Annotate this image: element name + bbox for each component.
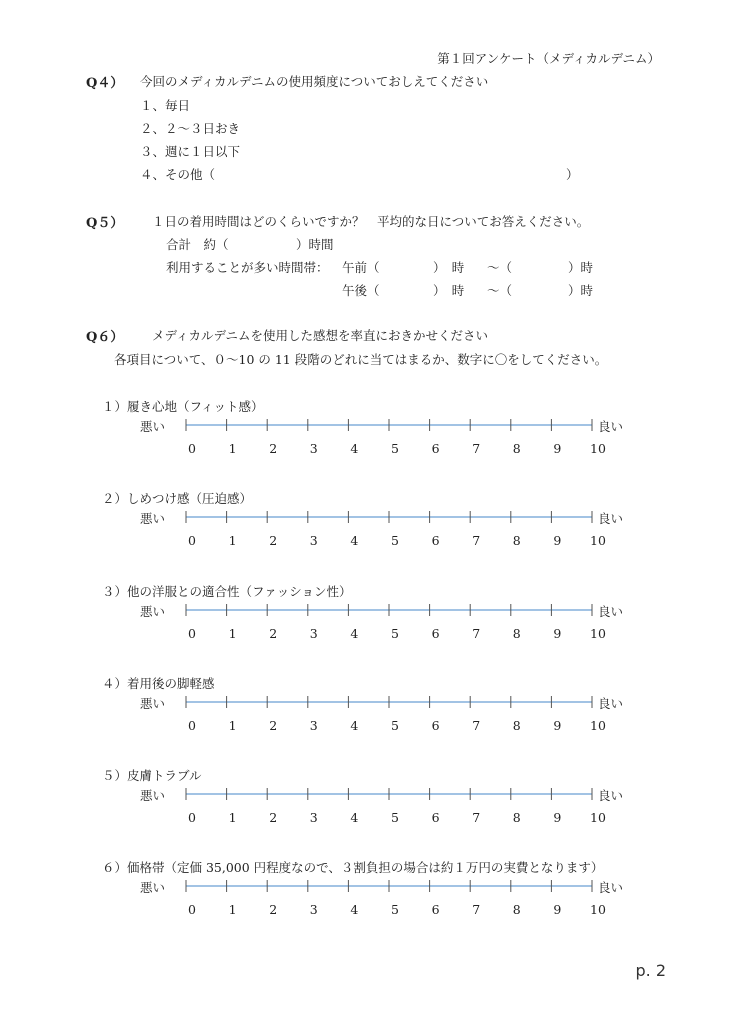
scale-number-8[interactable]: 8: [512, 810, 521, 825]
q4-option-4-close: ）: [566, 167, 579, 182]
scale-number-8[interactable]: 8: [512, 626, 521, 641]
scale-number-10[interactable]: 10: [590, 626, 606, 641]
scale-number-10[interactable]: 10: [590, 902, 606, 917]
page-number: p. 2: [635, 961, 666, 980]
scale-number-1[interactable]: 1: [228, 533, 237, 548]
q5-total-suffix: ）時間: [296, 237, 334, 252]
scale-number-4[interactable]: 4: [350, 810, 359, 825]
scale-number-8[interactable]: 8: [512, 718, 521, 733]
scale-number-3[interactable]: 3: [309, 902, 318, 917]
rating-item-title: ２）しめつけ感（圧迫感）: [102, 491, 253, 506]
scale-number-4[interactable]: 4: [350, 533, 359, 548]
q4-option-4: ４、その他（: [140, 167, 216, 182]
survey-header: 第１回アンケート（メディカルデニム）: [437, 51, 660, 66]
scale-number-4[interactable]: 4: [350, 718, 359, 733]
scale-number-9[interactable]: 9: [553, 626, 562, 641]
scale-number-9[interactable]: 9: [553, 441, 562, 456]
scale-number-7[interactable]: 7: [472, 718, 481, 733]
q5-am-close: ） 時: [433, 260, 465, 275]
scale-number-6[interactable]: 6: [431, 626, 440, 641]
scale-number-4[interactable]: 4: [350, 626, 359, 641]
scale-number-7[interactable]: 7: [472, 626, 481, 641]
scale-number-3[interactable]: 3: [309, 718, 318, 733]
scale-number-7[interactable]: 7: [472, 810, 481, 825]
scale-number-3[interactable]: 3: [309, 441, 318, 456]
rating-item-title: ５）皮膚トラブル: [102, 768, 202, 783]
scale-number-8[interactable]: 8: [512, 902, 521, 917]
rating-bad-label: 悪い: [140, 511, 166, 526]
scale-number-10[interactable]: 10: [590, 810, 606, 825]
rating-item-title: １）履き心地（フィット感）: [102, 399, 264, 414]
scale-number-9[interactable]: 9: [553, 718, 562, 733]
scale-number-5[interactable]: 5: [391, 718, 399, 733]
q5-am-tilde: ～（: [487, 260, 513, 275]
rating-bad-label: 悪い: [140, 880, 166, 895]
q4-option-3: ３、週に１日以下: [140, 144, 241, 159]
scale-number-7[interactable]: 7: [472, 533, 481, 548]
rating-good-label: 良い: [598, 788, 624, 803]
scale-number-10[interactable]: 10: [590, 718, 606, 733]
q5-pm-close2: ）時: [568, 283, 594, 298]
rating-good-label: 良い: [598, 419, 624, 434]
scale-number-1[interactable]: 1: [228, 626, 237, 641]
scale-number-6[interactable]: 6: [431, 441, 440, 456]
scale-number-5[interactable]: 5: [391, 626, 399, 641]
scale-number-2[interactable]: 2: [269, 902, 278, 917]
q4-option-1: １、毎日: [140, 98, 191, 113]
q5-time-band-label: 利用することが多い時間帯：: [166, 260, 329, 275]
rating-good-label: 良い: [598, 880, 624, 895]
q4-question: 今回のメディカルデニムの使用頻度についておしえてください: [140, 74, 489, 89]
scale-number-8[interactable]: 8: [512, 533, 521, 548]
scale-number-2[interactable]: 2: [269, 441, 278, 456]
scale-number-9[interactable]: 9: [553, 902, 562, 917]
scale-number-9[interactable]: 9: [553, 533, 562, 548]
rating-good-label: 良い: [598, 604, 624, 619]
scale-number-0[interactable]: 0: [188, 810, 196, 825]
q5-question: １日の着用時間はどのくらいですか？ 平均的な日についてお答えください。: [152, 214, 590, 229]
q5-am-open: 午前（: [342, 260, 380, 275]
scale-number-0[interactable]: 0: [188, 441, 196, 456]
scale-number-9[interactable]: 9: [553, 810, 562, 825]
rating-bad-label: 悪い: [140, 788, 166, 803]
scale-number-2[interactable]: 2: [269, 626, 278, 641]
rating-item-title: ４）着用後の脚軽感: [102, 676, 215, 691]
q5-pm-tilde: ～（: [487, 283, 513, 298]
scale-number-8[interactable]: 8: [512, 441, 521, 456]
scale-number-6[interactable]: 6: [431, 902, 440, 917]
rating-bad-label: 悪い: [140, 696, 166, 711]
q4-label: Q４）: [86, 76, 124, 91]
q5-total-prefix: 合計 約（: [166, 237, 229, 252]
rating-item-title: ６）価格帯（定価 35,000 円程度なので、３割負担の場合は約１万円の実費となります）: [102, 860, 604, 875]
scale-number-1[interactable]: 1: [228, 810, 237, 825]
q6-label: Q６）: [86, 330, 124, 345]
rating-item-title: ３）他の洋服との適合性（ファッション性）: [102, 584, 352, 599]
scale-number-1[interactable]: 1: [228, 902, 237, 917]
scale-number-5[interactable]: 5: [391, 810, 399, 825]
scale-number-0[interactable]: 0: [188, 626, 196, 641]
rating-bad-label: 悪い: [140, 604, 166, 619]
q5-am-close2: ）時: [568, 260, 594, 275]
scale-number-5[interactable]: 5: [391, 533, 399, 548]
rating-good-label: 良い: [598, 511, 624, 526]
scale-number-10[interactable]: 10: [590, 533, 606, 548]
rating-good-label: 良い: [598, 696, 624, 711]
scale-number-7[interactable]: 7: [472, 902, 481, 917]
scale-number-6[interactable]: 6: [431, 533, 440, 548]
scale-number-2[interactable]: 2: [269, 810, 278, 825]
scale-number-6[interactable]: 6: [431, 718, 440, 733]
scale-number-0[interactable]: 0: [188, 902, 196, 917]
scale-number-0[interactable]: 0: [188, 718, 196, 733]
scale-number-3[interactable]: 3: [309, 533, 318, 548]
scale-number-10[interactable]: 10: [590, 441, 606, 456]
scale-number-3[interactable]: 3: [309, 626, 318, 641]
scale-number-2[interactable]: 2: [269, 718, 278, 733]
scale-number-3[interactable]: 3: [309, 810, 318, 825]
scale-number-1[interactable]: 1: [228, 441, 237, 456]
rating-bad-label: 悪い: [140, 419, 166, 434]
q6-question: メディカルデニムを使用した感想を率直におきかせください: [152, 328, 489, 343]
scale-number-4[interactable]: 4: [350, 902, 359, 917]
q5-pm-close: ） 時: [433, 283, 465, 298]
scale-number-7[interactable]: 7: [472, 441, 481, 456]
scale-number-0[interactable]: 0: [188, 533, 196, 548]
scale-number-5[interactable]: 5: [391, 902, 399, 917]
q6-instruction: 各項目について、０～10 の 11 段階のどれに当てはまるか、数字に〇をしてください。: [114, 352, 608, 367]
q5-pm-open: 午後（: [342, 283, 380, 298]
scale-number-1[interactable]: 1: [228, 718, 237, 733]
q5-label: Q５）: [86, 216, 124, 231]
scale-number-5[interactable]: 5: [391, 441, 399, 456]
scale-number-6[interactable]: 6: [431, 810, 440, 825]
q4-option-2: ２、２～３日おき: [140, 121, 241, 136]
scale-number-2[interactable]: 2: [269, 533, 278, 548]
scale-number-4[interactable]: 4: [350, 441, 359, 456]
